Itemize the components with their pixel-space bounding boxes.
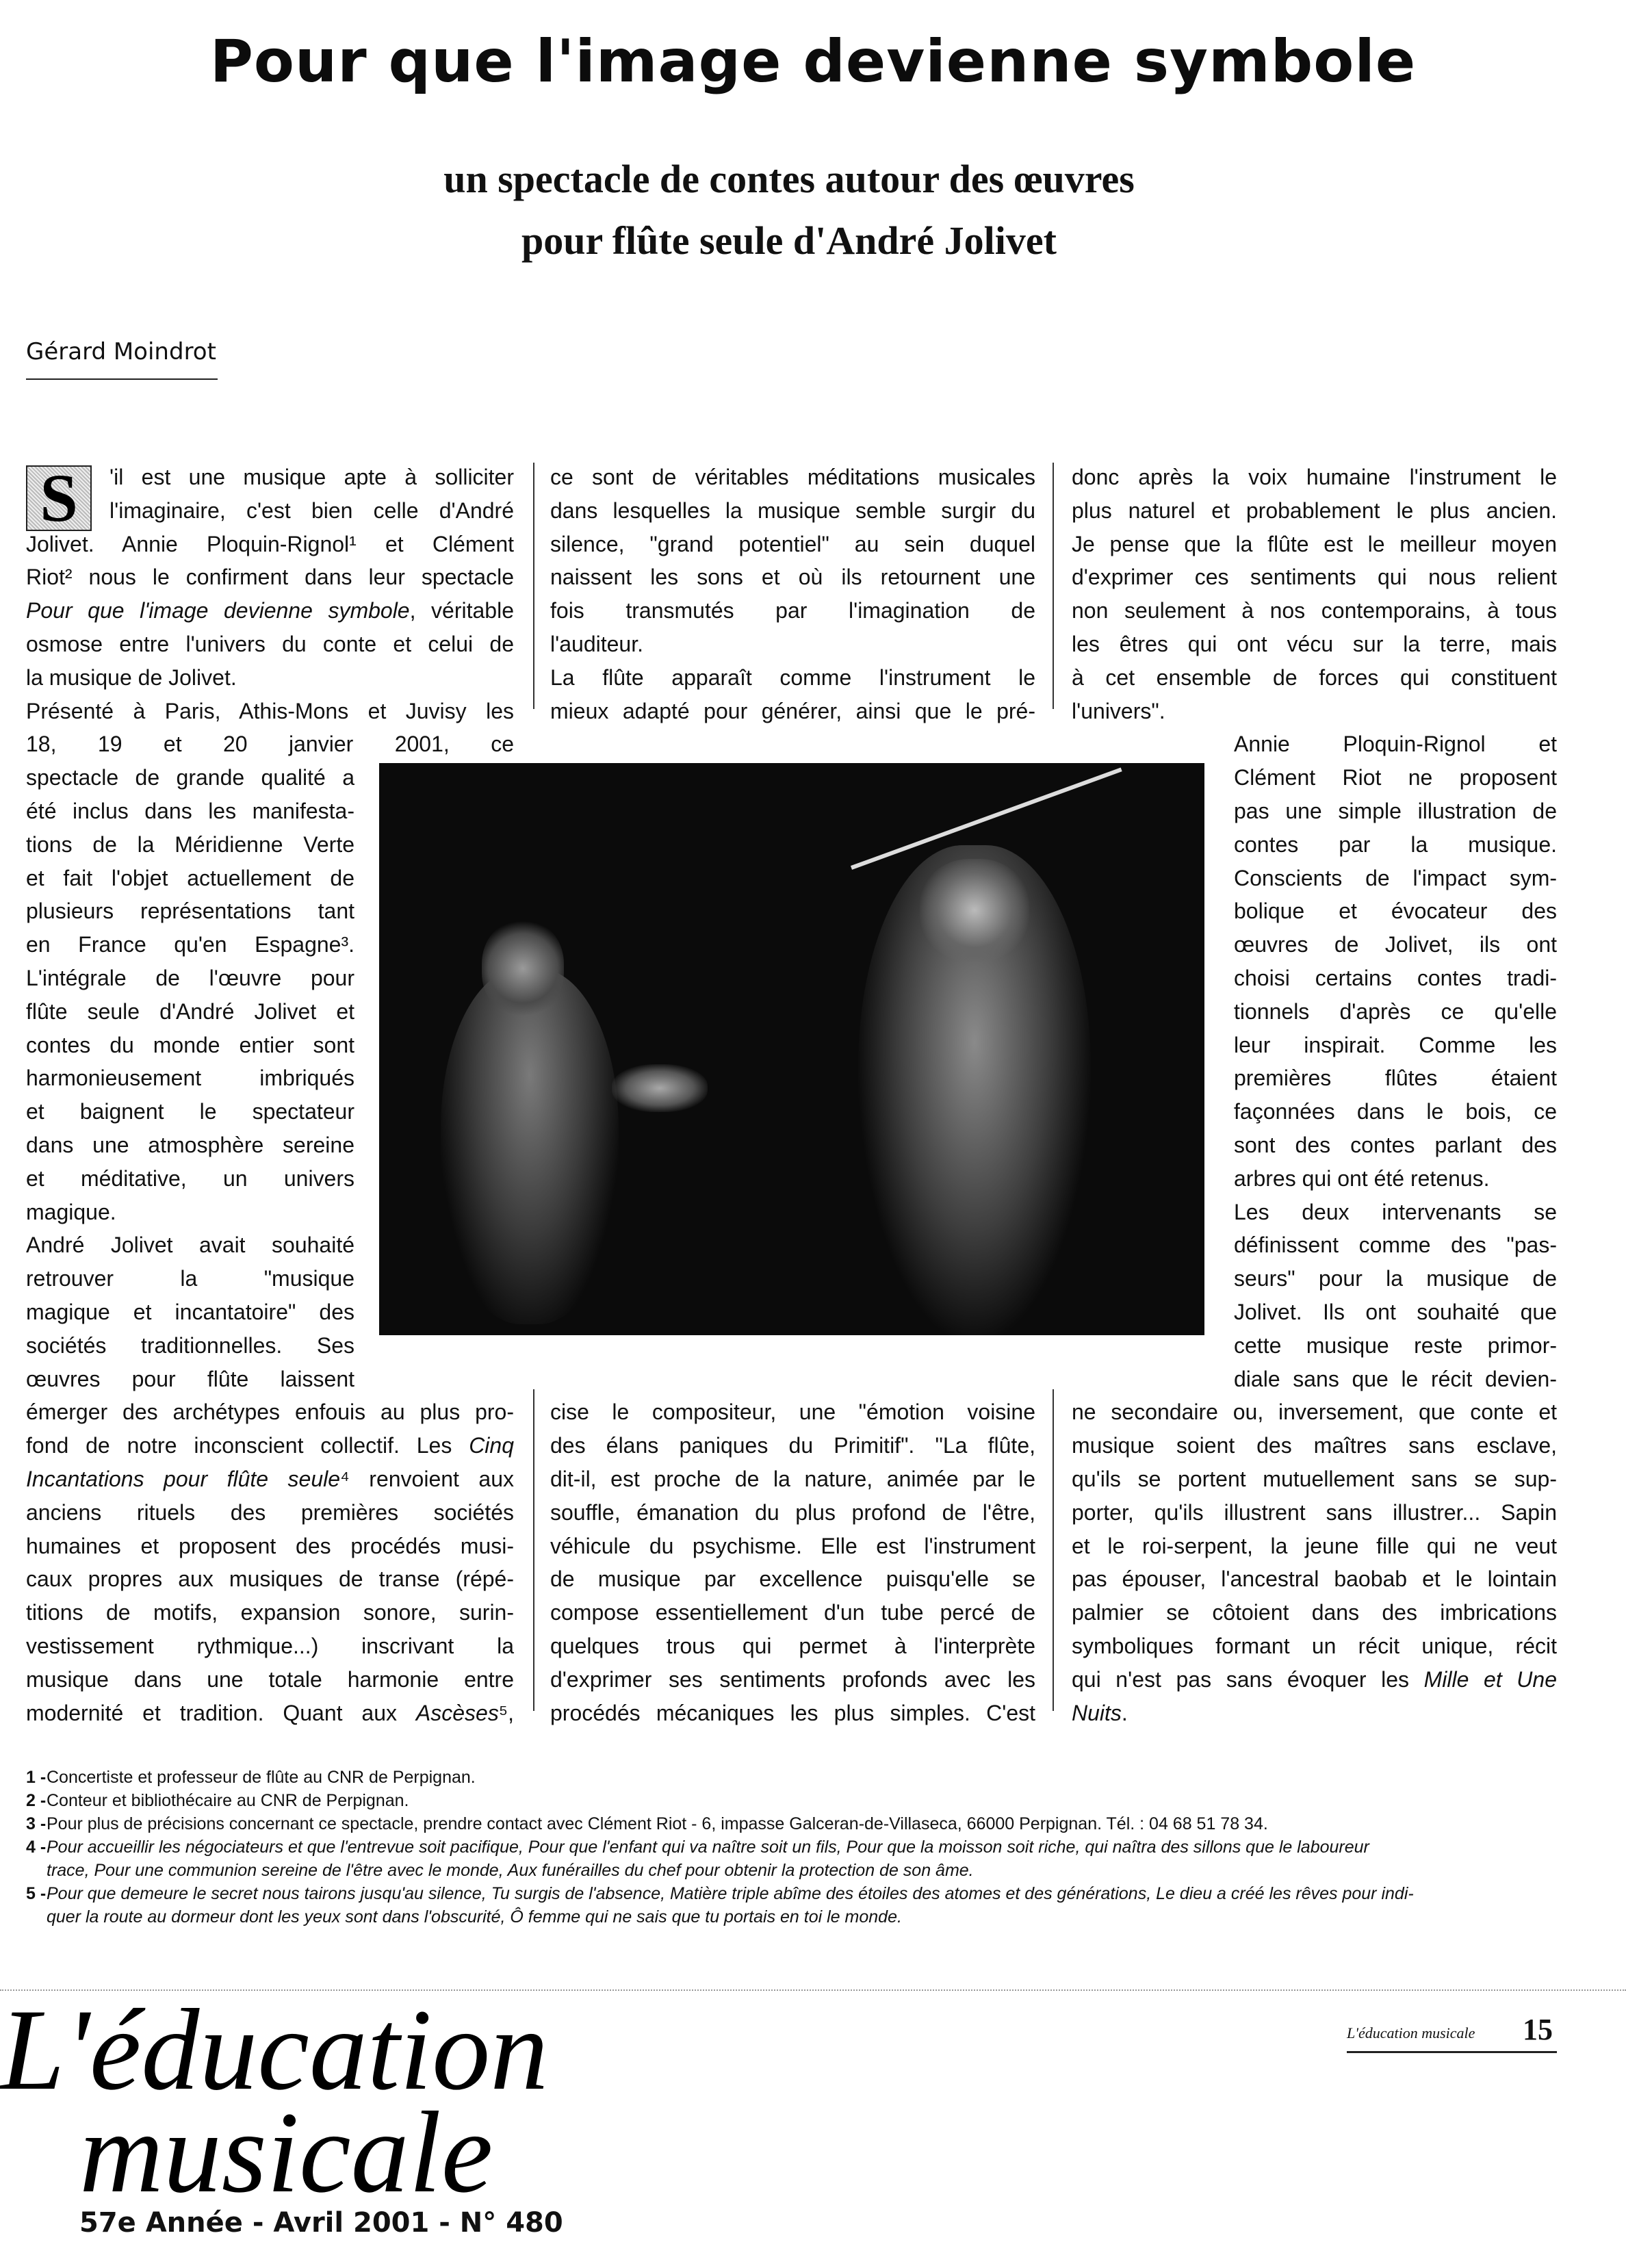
footnote-text: trace, Pour une communion sereine de l'être avec le monde, Aux funérailles du chef pour obtenir la protection de son âme. [47, 1861, 974, 1880]
issue-info: 57e Année - Avril 2001 - N° 480 [79, 2207, 563, 2239]
text-segment: émerger des archétypes enfouis au plus pro- [26, 1400, 514, 1425]
text-segment: diale sans que le récit devien- [1234, 1366, 1557, 1391]
text-line [550, 695, 1035, 727]
text-segment: des élans paniques du Primitif". "La flûte, [550, 1433, 1035, 1458]
text-line [550, 1462, 1035, 1495]
text-line [550, 628, 1035, 660]
text-line [1072, 1663, 1557, 1696]
text-segment: Clément Riot ne proposent [1234, 765, 1557, 790]
text-segment: contes par la musique. [1234, 832, 1557, 857]
drop-cap: S [26, 465, 92, 531]
text-line [1072, 1596, 1557, 1629]
text-segment: ce sont de véritables méditations musicales [550, 465, 1035, 489]
text-segment: qu'ils se portent mutuellement sans se sup- [1072, 1467, 1557, 1491]
text-segment: titions de motifs, expansion sonore, surin- [26, 1600, 514, 1625]
italic-text: Incantations pour flûte seule [26, 1467, 341, 1491]
text-line [26, 661, 514, 694]
footnote-line [26, 1882, 1414, 1905]
text-segment: souffle, émanation du plus profond de l'être, [550, 1499, 1035, 1525]
text-line [26, 1462, 514, 1495]
text-segment: plusieurs représentations tant [26, 899, 354, 924]
footnote-line [26, 1905, 902, 1929]
text-line [1072, 494, 1557, 527]
text-segment: arbres qui ont été retenus. [1234, 1165, 1490, 1191]
text-line [26, 995, 354, 1028]
text-line [1234, 828, 1557, 861]
text-segment: pas épouser, l'ancestral baobab et le lointain [1072, 1567, 1557, 1592]
text-line [26, 1629, 514, 1662]
text-line [550, 528, 1035, 560]
text-segment: à cet ensemble de forces qui constituent [1072, 665, 1557, 690]
author-underline [26, 378, 218, 380]
text-line [550, 1629, 1035, 1662]
text-segment: tionnels d'après ce qu'elle [1234, 998, 1557, 1024]
text-line [1072, 1562, 1557, 1595]
text-segment: œuvres de Jolivet, ils ont [1234, 932, 1557, 957]
text-segment: et méditative, un univers [26, 1165, 354, 1191]
text-line [26, 862, 354, 894]
footnote-line [26, 1789, 409, 1812]
text-segment: compose essentiellement d'un tube percé de [550, 1600, 1035, 1625]
text-segment: humaines et proposent des procédés musi- [26, 1533, 514, 1558]
text-line [26, 1095, 354, 1128]
text-line [550, 594, 1035, 627]
text-segment: premières flûtes étaient [1234, 1066, 1557, 1091]
text-segment: quelques trous qui permet à l'interprète [550, 1634, 1035, 1658]
text-segment: ne secondaire ou, inversement, que conte et [1072, 1400, 1557, 1425]
text-line [1234, 727, 1557, 760]
text-line [26, 1562, 514, 1595]
text-line [1234, 1162, 1557, 1195]
text-line [550, 461, 1035, 493]
footnote-text: Pour que demeure le secret nous tairons jusqu'au silence, Tu surgis de l'absence, Matière triple abîme des étoiles des atomes et des générations, Le dieu a créé les rêves pour indi- [47, 1884, 1414, 1903]
text-segment: été inclus dans les manifesta- [26, 799, 354, 823]
text-segment: musique soient des maîtres sans esclave, [1072, 1433, 1557, 1458]
column-divider [533, 463, 534, 709]
text-segment: donc après la voix humaine l'instrument le [1072, 465, 1557, 489]
text-segment: . [1121, 1700, 1128, 1725]
text-line [550, 1395, 1035, 1428]
text-line [26, 1196, 354, 1228]
footnote-text: Pour plus de précisions concernant ce spectacle, prendre contact avec Clément Riot - 6, impasse Galceran-de-Villaseca, 66000 Perpignan. Tél. : 04 68 51 78 34. [47, 1814, 1268, 1833]
text-segment: dans une atmosphère sereine [26, 1133, 354, 1157]
text-line [1072, 1530, 1557, 1562]
text-line [26, 628, 514, 660]
text-line [26, 1061, 354, 1094]
text-segment: dit-il, est proche de la nature, animée par le [550, 1467, 1035, 1491]
text-segment: d'exprimer ces sentiments qui nous relient [1072, 565, 1557, 590]
text-segment: porter, qu'ils illustrent sans illustrer... Sapin [1072, 1499, 1557, 1525]
text-line [1234, 1029, 1557, 1061]
text-line [1234, 962, 1557, 994]
subtitle-line-1: un spectacle de contes autour des œuvres [443, 157, 1135, 201]
text-segment: vestissement rythmique...) inscrivant la [26, 1634, 514, 1658]
text-line [26, 594, 514, 627]
text-segment: procédés mécaniques les plus simples. C'est [550, 1700, 1035, 1725]
footnote-line [26, 1859, 974, 1882]
text-segment: Conscients de l'impact sym- [1234, 865, 1557, 890]
text-line [26, 1363, 354, 1395]
text-line [550, 1663, 1035, 1696]
text-segment: Riot² nous le confirment dans leur spectacle [26, 565, 514, 590]
text-segment: leur inspirait. Comme les [1234, 1032, 1557, 1057]
text-segment: véhicule du psychisme. Elle est l'instrument [550, 1533, 1035, 1558]
text-segment: définissent comme des "pas- [1234, 1233, 1557, 1258]
text-segment: musique dans une totale harmonie entre [26, 1666, 514, 1692]
footnote-number: 2 - [26, 1791, 47, 1810]
text-segment: contes du monde entier sont [26, 1032, 354, 1057]
text-line [1072, 1429, 1557, 1462]
footnote-text: Conteur et bibliothécaire au CNR de Perpignan. [47, 1791, 409, 1810]
text-line [1234, 995, 1557, 1028]
page-number: 15 [1523, 2013, 1553, 2046]
text-line [1072, 1496, 1557, 1529]
text-line [26, 1228, 354, 1261]
text-line [26, 1329, 354, 1362]
article-title: Pour que l'image devienne symbole [209, 27, 1417, 96]
text-segment: spectacle de grande qualité a [26, 765, 354, 790]
text-line [1234, 1061, 1557, 1094]
footnote-number: 5 - [26, 1884, 47, 1903]
text-segment: dans lesquelles la musique semble surgir du [550, 498, 1035, 523]
text-line [1072, 461, 1557, 493]
text-line [26, 1496, 514, 1529]
text-line [26, 1429, 514, 1462]
footnote-line [26, 1812, 1268, 1835]
text-segment: fois transmutés par l'imagination de [550, 598, 1035, 623]
text-segment: palmier se côtoient dans des imbrications [1072, 1600, 1557, 1625]
text-line [1234, 894, 1557, 927]
text-line [26, 828, 354, 861]
text-line [1234, 795, 1557, 827]
text-segment: silence, "grand potentiel" au sein duquel [550, 531, 1035, 556]
text-line [1072, 594, 1557, 627]
text-line [26, 962, 354, 994]
footnote-line [26, 1835, 1369, 1859]
footnote-text: quer la route au dormeur dont les yeux sont dans l'obscurité, Ô femme qui ne sais que tu portais en toi le monde. [47, 1907, 902, 1926]
text-segment: , véritable [409, 598, 515, 623]
footnote-number: 4 - [26, 1838, 47, 1857]
footnote-text: Concertiste et professeur de flûte au CNR de Perpignan. [47, 1768, 476, 1787]
text-segment: cise le compositeur, une "émotion voisine [550, 1400, 1035, 1425]
text-line [1234, 1262, 1557, 1295]
text-segment: La flûte apparaît comme l'instrument le [550, 665, 1035, 690]
italic-text: Cinq [469, 1433, 514, 1458]
text-segment: Présenté à Paris, Athis-Mons et Juvisy les [26, 698, 514, 723]
running-head-rule [1347, 2051, 1557, 2053]
footnote-line [26, 1766, 476, 1789]
text-line [26, 1162, 354, 1195]
text-line [550, 661, 1035, 694]
text-segment: œuvres pour flûte laissent [26, 1366, 354, 1391]
text-segment: et le roi-serpent, la jeune fille qui ne veut [1072, 1533, 1557, 1558]
running-head: L'éducation musicale [1347, 2024, 1475, 2041]
text-segment: d'exprimer ses sentiments profonds avec les [550, 1666, 1035, 1692]
italic-text: Mille et Une [1423, 1666, 1558, 1692]
text-segment: Jolivet. Ils ont souhaité que [1234, 1300, 1557, 1324]
text-segment: l'auditeur. [550, 632, 643, 656]
text-segment: et baignent le spectateur [26, 1099, 354, 1124]
text-line [26, 928, 354, 961]
text-segment: plus naturel et probablement le plus ancien. [1072, 498, 1557, 523]
text-line [26, 795, 354, 827]
text-segment: retrouver la "musique [26, 1266, 354, 1291]
text-segment: 18, 19 et 20 janvier 2001, ce [26, 732, 514, 757]
text-segment: modernité et tradition. Quant aux [26, 1700, 416, 1725]
text-segment: bolique et évocateur des [1234, 899, 1557, 924]
text-segment: non seulement à nos contemporains, à tous [1072, 598, 1557, 623]
text-segment: les êtres qui ont vécu sur la terre, mais [1072, 632, 1557, 656]
text-line [1234, 862, 1557, 894]
text-segment: choisi certains contes tradi- [1234, 966, 1557, 990]
text-segment: naissent les sons et où ils retournent une [550, 565, 1035, 590]
text-line [26, 1663, 514, 1696]
text-line [26, 727, 514, 760]
italic-text: Ascèses [415, 1700, 499, 1725]
text-segment: fond de notre inconscient collectif. Les [26, 1433, 469, 1458]
magazine-logo-line-1: L'éducation [0, 1985, 549, 2114]
text-segment: mieux adapté pour générer, ainsi que le pré- [550, 698, 1035, 723]
text-line [550, 1530, 1035, 1562]
text-segment: magique. [26, 1199, 116, 1224]
text-segment: André Jolivet avait souhaité [26, 1233, 354, 1258]
text-segment: la musique de Jolivet. [26, 665, 237, 690]
text-line [109, 494, 514, 527]
text-segment: anciens rituels des premières sociétés [26, 1499, 514, 1525]
text-line [550, 1697, 1035, 1729]
text-line [1234, 1129, 1557, 1161]
performance-photo [379, 763, 1204, 1335]
text-line [1072, 560, 1557, 593]
text-line [1234, 1296, 1557, 1328]
text-line [1072, 1629, 1557, 1662]
text-line [1234, 1095, 1557, 1128]
text-segment: ⁴ renvoient aux [340, 1467, 514, 1491]
text-line [26, 1029, 354, 1061]
text-segment: osmose entre l'univers du conte et celui de [26, 632, 514, 656]
text-segment: pas une simple illustration de [1234, 799, 1557, 823]
text-segment: harmonieusement imbriqués [26, 1066, 354, 1091]
text-segment: seurs" pour la musique de [1234, 1266, 1557, 1291]
text-line [1234, 1329, 1557, 1362]
author-name: Gérard Moindrot [26, 338, 216, 365]
footnote-number: 1 - [26, 1768, 47, 1787]
text-line [1072, 695, 1557, 727]
text-line [550, 1562, 1035, 1595]
text-segment: l'imaginaire, c'est bien celle d'André [109, 498, 514, 523]
text-line [26, 695, 514, 727]
text-segment: Jolivet. Annie Ploquin-Rignol¹ et Clément [26, 531, 514, 556]
magazine-logo-line-2: musicale [79, 2088, 493, 2217]
text-line [26, 1129, 354, 1161]
text-line [1072, 528, 1557, 560]
text-line [1072, 1395, 1557, 1428]
text-line [26, 1596, 514, 1629]
text-segment: cette musique reste primor- [1234, 1332, 1557, 1358]
text-line [1072, 1697, 1557, 1729]
text-line [26, 894, 354, 927]
text-segment: caux propres aux musiques de transe (répé- [26, 1567, 514, 1592]
text-line [1234, 1228, 1557, 1261]
text-line [26, 560, 514, 593]
text-segment: flûte seule d'André Jolivet et [26, 998, 354, 1024]
text-line [1234, 1363, 1557, 1395]
text-segment: qui n'est pas sans évoquer les [1072, 1666, 1424, 1692]
footnote-number: 3 - [26, 1814, 47, 1833]
italic-text: Pour que l'image devienne symbole [26, 598, 410, 623]
text-segment: magique et incantatoire" des [26, 1300, 354, 1324]
column-divider [533, 1389, 534, 1711]
text-line [1234, 761, 1557, 794]
text-segment: sont des contes parlant des [1234, 1133, 1557, 1157]
text-segment: 'il est une musique apte à solliciter [109, 465, 514, 489]
italic-text: Nuits [1072, 1700, 1122, 1725]
column-divider [1053, 463, 1054, 709]
text-line [1072, 661, 1557, 694]
text-segment: Les deux intervenants se [1234, 1199, 1557, 1224]
text-line [1234, 928, 1557, 961]
text-line [26, 1296, 354, 1328]
footnote-text: Pour accueillir les négociateurs et que l'entrevue soit pacifique, Pour que l'enfant qui va naître soit un fils, Pour que la moisson soit riche, qui naîtra des sillons que le laboureur [47, 1838, 1369, 1857]
text-line [1072, 1462, 1557, 1495]
text-line [550, 1596, 1035, 1629]
text-segment: L'intégrale de l'œuvre pour [26, 966, 354, 990]
text-segment: façonnées dans le bois, ce [1234, 1099, 1557, 1124]
text-line [550, 560, 1035, 593]
subtitle-line-2: pour flûte seule d'André Jolivet [521, 218, 1057, 263]
text-line [26, 761, 354, 794]
text-line [26, 1530, 514, 1562]
text-line [26, 1697, 514, 1729]
text-line [550, 1496, 1035, 1529]
text-line [109, 461, 514, 493]
text-segment: ⁵, [498, 1700, 514, 1725]
column-divider [1053, 1389, 1054, 1711]
text-line [26, 528, 514, 560]
text-line [550, 494, 1035, 527]
text-segment: de musique par excellence puisqu'elle se [550, 1567, 1035, 1592]
text-segment: tions de la Méridienne Verte [26, 832, 354, 857]
text-segment: en France qu'en Espagne³. [26, 932, 354, 957]
text-line [550, 1429, 1035, 1462]
text-segment: et fait l'objet actuellement de [26, 865, 354, 890]
text-segment: symboliques formant un récit unique, récit [1072, 1634, 1557, 1658]
text-segment: sociétés traditionnelles. Ses [26, 1332, 354, 1358]
text-segment: Je pense que la flûte est le meilleur moyen [1072, 531, 1557, 556]
text-segment: l'univers". [1072, 698, 1165, 723]
text-segment: Annie Ploquin-Rignol et [1234, 732, 1557, 757]
text-line [1072, 628, 1557, 660]
text-line [26, 1262, 354, 1295]
text-line [26, 1395, 514, 1428]
text-line [1234, 1196, 1557, 1228]
